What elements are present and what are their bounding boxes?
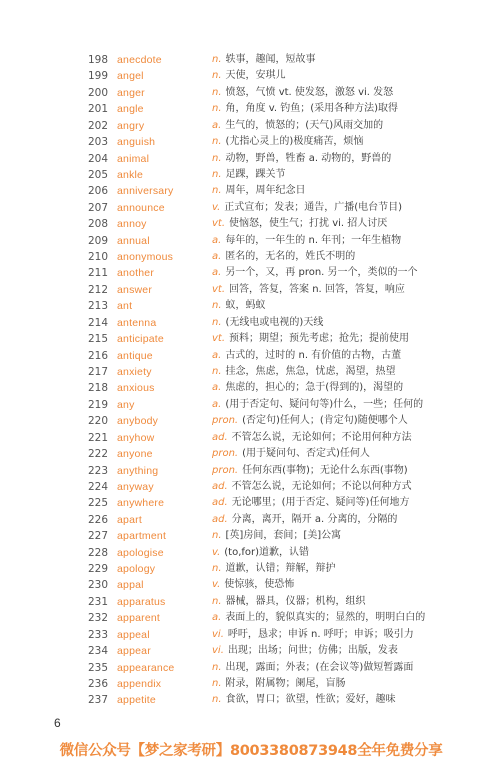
entry-definition	[212, 298, 266, 314]
definition-text: 预料；期望；预先考虑；抢先；提前使用	[229, 333, 410, 345]
part-of-speech: vt.	[212, 283, 226, 295]
entry-definition	[212, 216, 387, 232]
definition-text: (否定句)任何人；(肯定句)随便哪个人	[242, 415, 408, 427]
vocab-entry	[0, 331, 502, 347]
definition-text: 天使，安琪儿	[225, 70, 286, 82]
entry-word: antique	[117, 349, 153, 362]
entry-word: anyone	[117, 448, 153, 461]
vocab-entry	[0, 348, 502, 364]
vocab-entry	[0, 397, 502, 413]
definition-text: (to,for)道歉，认错	[224, 546, 310, 558]
vocab-entry	[0, 364, 502, 380]
definition-text: 周年，周年纪念日	[225, 185, 306, 197]
definition-text: (无线电或电视的)天线	[225, 316, 324, 328]
definition-text: 挂念，焦虑，焦急，忧虑，渴望，热望	[225, 365, 396, 377]
entry-definition	[212, 315, 323, 331]
entry-definition	[212, 68, 286, 84]
entry-number: 226	[87, 513, 108, 526]
vocab-entry	[0, 430, 502, 446]
entry-number: 204	[87, 152, 108, 165]
entry-definition	[212, 676, 346, 692]
vocab-entry	[0, 660, 502, 676]
part-of-speech: n.	[212, 86, 222, 98]
vocab-entry	[0, 545, 502, 561]
vocab-entry	[0, 463, 502, 479]
part-of-speech: n.	[212, 54, 222, 65]
entry-definition	[212, 545, 309, 561]
part-of-speech: vt.	[212, 218, 226, 230]
part-of-speech: a.	[212, 119, 222, 131]
entry-word: anniversary	[117, 185, 174, 198]
entry-definition	[212, 118, 383, 134]
entry-definition	[212, 512, 397, 528]
vocab-entry	[0, 676, 502, 692]
entry-number: 234	[87, 645, 108, 658]
entry-number: 211	[87, 267, 108, 280]
vocab-entry	[0, 528, 502, 544]
vocab-entry	[0, 85, 502, 101]
entry-number: 235	[87, 661, 108, 674]
vocab-entry	[0, 610, 502, 626]
entry-number: 232	[87, 612, 108, 625]
part-of-speech: pron.	[212, 415, 239, 427]
entry-number: 199	[87, 70, 108, 83]
entry-number: 224	[87, 480, 108, 493]
vocab-entry	[0, 282, 502, 298]
part-of-speech: ad.	[212, 480, 228, 492]
definition-text: 另一个，又，再 pron. 另一个，类似的一个	[225, 267, 418, 279]
definition-text: 轶事，趣闻，短故事	[225, 54, 316, 65]
entry-definition	[212, 200, 402, 216]
vocab-entry	[0, 52, 502, 68]
definition-text: 附录，附属物；阑尾，盲肠	[225, 677, 346, 689]
entry-word: answer	[117, 283, 153, 296]
part-of-speech: a.	[212, 349, 222, 361]
entry-number: 200	[87, 86, 108, 99]
entry-definition	[212, 610, 425, 626]
entry-definition	[212, 364, 396, 380]
entry-word: anxious	[117, 382, 155, 395]
entry-word: apparatus	[117, 595, 166, 608]
entry-word: anguish	[117, 136, 156, 149]
entry-definition	[212, 577, 294, 593]
entry-word: apartment	[117, 530, 167, 543]
entry-number: 220	[87, 415, 108, 428]
entry-number: 214	[87, 316, 108, 329]
entry-definition	[212, 397, 423, 413]
entry-definition	[212, 249, 355, 265]
definition-text: 任何东西(事物)；无论什么东西(事物)	[242, 464, 408, 476]
definition-text: 不管怎么说，无论如何；不论用何种方法	[231, 431, 412, 443]
part-of-speech: n.	[212, 185, 222, 197]
definition-text: (尤指心灵上的)极度痛苦，烦恼	[225, 136, 364, 148]
entry-word: anything	[117, 464, 159, 477]
entry-word: apology	[117, 563, 156, 576]
vocab-entry	[0, 692, 502, 708]
entry-word: anyhow	[117, 431, 155, 444]
entry-word: appal	[117, 579, 144, 592]
part-of-speech: n.	[212, 152, 222, 164]
entry-number: 218	[87, 382, 108, 395]
entry-number: 205	[87, 168, 108, 181]
entry-word: anger	[117, 86, 145, 99]
entry-definition	[212, 430, 412, 446]
part-of-speech: a.	[212, 251, 222, 263]
entry-word: ant	[117, 300, 133, 313]
entry-number: 231	[87, 595, 108, 608]
entry-definition	[212, 463, 408, 479]
entry-definition	[212, 627, 414, 643]
entry-number: 210	[87, 251, 108, 264]
part-of-speech: vt.	[212, 333, 226, 345]
entry-definition	[212, 380, 403, 396]
entry-definition	[212, 660, 413, 676]
definition-text: 呼吁，恳求；申诉 n. 呼吁；申诉；吸引力	[227, 628, 414, 640]
entry-number: 217	[87, 365, 108, 378]
entry-number: 219	[87, 398, 108, 411]
part-of-speech: n.	[212, 70, 222, 82]
definition-text: 愤怒，气愤 vt. 使发怒，激怒 vi. 发怒	[225, 86, 394, 98]
definition-text: 正式宣布；发表；通告，广播(电台节目)	[224, 201, 403, 213]
vocab-entry	[0, 68, 502, 84]
entry-word: antenna	[117, 316, 157, 329]
part-of-speech: a.	[212, 267, 222, 279]
vocab-entry	[0, 200, 502, 216]
vocab-entry	[0, 151, 502, 167]
entry-word: angel	[117, 70, 144, 83]
entry-word: appendix	[117, 677, 162, 690]
vocab-entry	[0, 561, 502, 577]
entry-definition	[212, 167, 286, 183]
part-of-speech: ad.	[212, 431, 228, 443]
entry-definition	[212, 348, 401, 364]
vocab-entry	[0, 577, 502, 593]
part-of-speech: a.	[212, 398, 222, 410]
entry-word: another	[117, 267, 155, 280]
part-of-speech: n.	[212, 136, 222, 148]
part-of-speech: n.	[212, 563, 222, 575]
definition-text: 足踝，踝关节	[225, 168, 286, 180]
definition-text: 每年的，一年生的 n. 年刊；一年生植物	[225, 234, 402, 246]
entry-number: 207	[87, 201, 108, 214]
definition-text: 出现，露面；外表；(在会议等)做短暂露面	[225, 661, 414, 673]
entry-word: anticipate	[117, 333, 164, 346]
vocab-entry	[0, 512, 502, 528]
definition-text: 无论哪里；(用于否定、疑问等)任何地方	[231, 497, 410, 509]
entry-definition	[212, 479, 412, 495]
entry-number: 230	[87, 579, 108, 592]
entry-number: 229	[87, 563, 108, 576]
vocab-entry	[0, 249, 502, 265]
entry-word: anecdote	[117, 54, 162, 66]
vocab-entry	[0, 627, 502, 643]
entry-number: 203	[87, 136, 108, 149]
part-of-speech: v.	[212, 201, 221, 213]
entry-definition	[212, 528, 341, 544]
part-of-speech: ad.	[212, 497, 228, 509]
part-of-speech: v.	[212, 546, 221, 558]
entry-number: 227	[87, 530, 108, 543]
entry-word: animal	[117, 152, 150, 165]
part-of-speech: n.	[212, 365, 222, 377]
definition-text: 匿名的，无名的，姓氏不明的	[225, 251, 356, 263]
part-of-speech: a.	[212, 234, 222, 246]
entry-number: 236	[87, 677, 108, 690]
entry-word: apparent	[117, 612, 161, 625]
part-of-speech: n.	[212, 103, 222, 115]
vocab-entry	[0, 380, 502, 396]
part-of-speech: n.	[212, 661, 222, 673]
definition-text: 使恼怒，使生气；打扰 vi. 招人讨厌	[229, 218, 388, 230]
entry-number: 221	[87, 431, 108, 444]
entry-number: 237	[87, 694, 108, 707]
definition-text: 古式的，过时的 n. 有价值的古物，古董	[225, 349, 402, 361]
part-of-speech: n.	[212, 530, 222, 542]
entry-word: any	[117, 398, 135, 411]
entry-word: anyway	[117, 480, 154, 493]
entry-word: annual	[117, 234, 150, 247]
vocab-entry	[0, 479, 502, 495]
entry-definition	[212, 151, 391, 167]
entry-word: anywhere	[117, 497, 165, 510]
entry-definition	[212, 692, 396, 708]
entry-number: 202	[87, 119, 108, 132]
definition-text: 焦虑的，担心的；急于(得到的)，渴望的	[225, 382, 404, 394]
entry-definition	[212, 495, 409, 511]
part-of-speech: pron.	[212, 464, 239, 476]
part-of-speech: v.	[212, 579, 221, 591]
definition-text: 出现；出场；问世；仿佛；出版，发表	[227, 645, 398, 657]
entry-word: announce	[117, 201, 165, 214]
entry-definition	[212, 233, 401, 249]
part-of-speech: ad.	[212, 513, 228, 525]
definition-text: 蚁，蚂蚁	[225, 300, 266, 312]
vocab-entry	[0, 495, 502, 511]
part-of-speech: n.	[212, 694, 222, 706]
definition-text: [英]房间，套间；[美]公寓	[225, 530, 342, 542]
entry-definition	[212, 561, 336, 577]
entry-number: 228	[87, 546, 108, 559]
part-of-speech: vi.	[212, 628, 224, 640]
entry-word: appetite	[117, 694, 156, 707]
entry-definition	[212, 101, 398, 117]
entry-word: appearance	[117, 661, 175, 674]
entry-definition	[212, 594, 366, 610]
entry-word: appeal	[117, 628, 150, 641]
entry-word: anxiety	[117, 365, 152, 378]
entry-definition	[212, 331, 409, 347]
part-of-speech: vi.	[212, 645, 224, 657]
definition-text: 回答，答复，答案 n. 回答，答复，响应	[229, 283, 405, 295]
entry-definition	[212, 85, 393, 101]
vocab-entry	[0, 167, 502, 183]
definition-text: 使惊骇，使恐怖	[224, 579, 295, 591]
entry-number: 225	[87, 497, 108, 510]
entry-definition	[212, 52, 316, 68]
definition-text: 角，角度 v. 钓鱼；(采用各种方法)取得	[225, 103, 399, 115]
definition-text: (用于否定句、疑问句等)什么，一些；任何的	[225, 398, 424, 410]
vocab-entry	[0, 101, 502, 117]
vocab-entry	[0, 298, 502, 314]
entry-number: 215	[87, 333, 108, 346]
page-number: 6	[54, 716, 61, 730]
definition-text: 不管怎么说，无论如何；不论以何种方式	[231, 480, 412, 492]
vocab-entry	[0, 413, 502, 429]
entry-number: 233	[87, 628, 108, 641]
entry-number: 216	[87, 349, 108, 362]
entry-word: anonymous	[117, 251, 174, 264]
vocab-entry	[0, 118, 502, 134]
footer-banner: 微信公众号【梦之家考研】8003380873948全年免费分享	[59, 743, 443, 759]
part-of-speech: n.	[212, 677, 222, 689]
entry-number: 201	[87, 103, 108, 116]
definition-text: 器械，器具，仪器；机构，组织	[225, 595, 366, 607]
part-of-speech: pron.	[212, 448, 239, 460]
entry-number: 223	[87, 464, 108, 477]
entry-number: 212	[87, 283, 108, 296]
entry-definition	[212, 643, 398, 659]
entry-word: annoy	[117, 218, 147, 231]
entry-definition	[212, 446, 370, 462]
entry-definition	[212, 183, 306, 199]
part-of-speech: n.	[212, 300, 222, 312]
entry-word: angry	[117, 119, 145, 132]
vocab-entry	[0, 446, 502, 462]
entry-word: apologise	[117, 546, 164, 559]
entry-definition	[212, 282, 405, 298]
part-of-speech: n.	[212, 595, 222, 607]
entry-definition	[212, 413, 408, 429]
entry-number: 222	[87, 448, 108, 461]
entry-word: anybody	[117, 415, 159, 428]
vocab-entry	[0, 183, 502, 199]
entry-definition	[212, 265, 418, 281]
vocab-entry	[0, 216, 502, 232]
vocab-entry	[0, 594, 502, 610]
definition-text: 表面上的，貌似真实的；显然的，明明白白的	[225, 612, 426, 624]
definition-text: 道歉，认错；辩解，辩护	[225, 563, 336, 575]
entry-word: apart	[117, 513, 142, 526]
vocab-entry	[0, 233, 502, 249]
entry-number: 209	[87, 234, 108, 247]
entry-number: 198	[87, 54, 108, 66]
vocab-entry	[0, 265, 502, 281]
entry-word: appear	[117, 645, 151, 658]
entry-word: angle	[117, 103, 144, 116]
part-of-speech: n.	[212, 168, 222, 180]
part-of-speech: a.	[212, 612, 222, 624]
definition-text: 生气的，愤怒的；(天气)风雨交加的	[225, 119, 384, 131]
entry-number: 208	[87, 218, 108, 231]
entry-definition	[212, 134, 363, 150]
part-of-speech: n.	[212, 316, 222, 328]
entry-number: 213	[87, 300, 108, 313]
entry-word: ankle	[117, 168, 144, 181]
definition-text: 分离，离开，隔开 a. 分离的，分隔的	[231, 513, 398, 525]
definition-text: 动物，野兽，牲畜 a. 动物的，野兽的	[225, 152, 392, 164]
part-of-speech: a.	[212, 382, 222, 394]
definition-text: 食欲，胃口；欲望，性欲；爱好，趣味	[225, 694, 396, 706]
vocab-entry	[0, 134, 502, 150]
entry-number: 206	[87, 185, 108, 198]
vocab-entry	[0, 643, 502, 659]
definition-text: (用于疑问句、否定式)任何人	[242, 448, 370, 460]
vocab-entry	[0, 315, 502, 331]
